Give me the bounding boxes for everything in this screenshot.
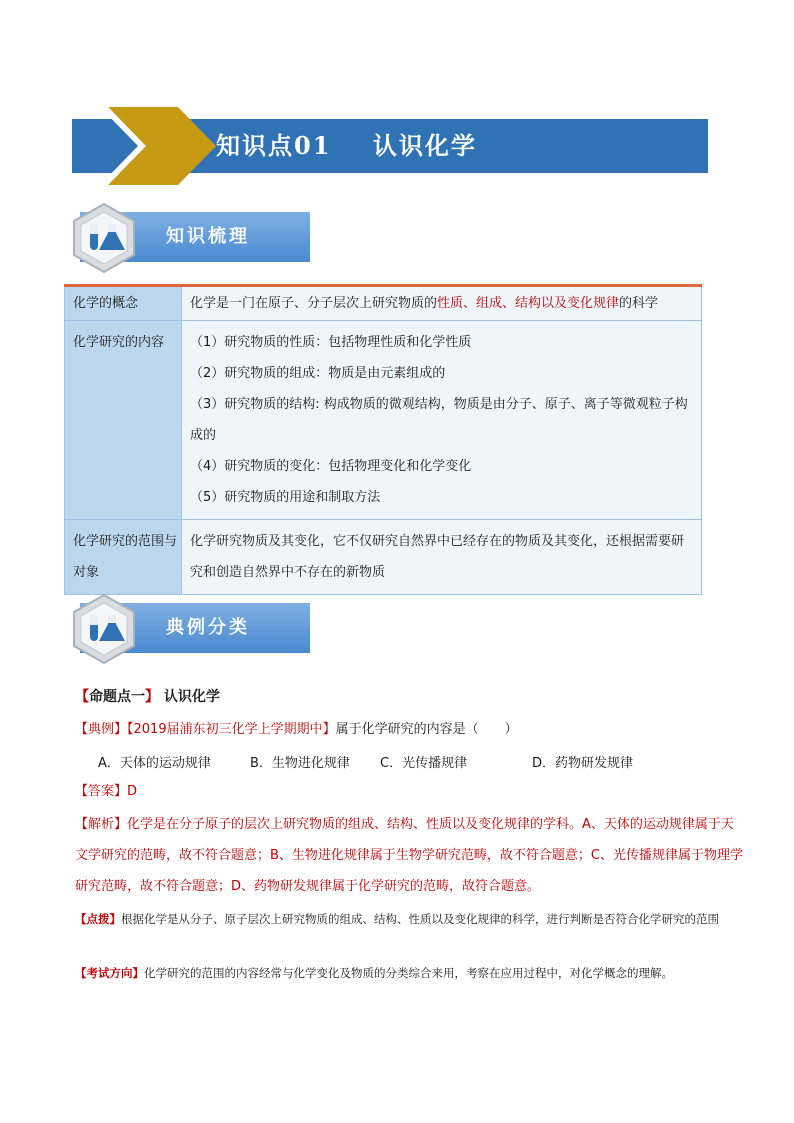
row-content <box>182 321 701 519</box>
section-title-knowledge: 知识梳理 <box>166 226 250 247</box>
list-item: （1）研究物质的性质：包括物理性质和化学性质 <box>190 335 472 350</box>
highlight-text: 性质、组成、结构以及变化规律 <box>437 296 620 311</box>
tip-tag: 【点拨】 <box>75 912 121 926</box>
option-a: A．天体的运动规律 <box>98 756 211 771</box>
tip-paragraph: 【点拨】根据化学是从分子、原子层次上研究物质的组成、结构、性质以及变化规律的科学，进行判断是否符合化学研究的范围 <box>75 912 719 926</box>
section-header-examples <box>80 603 310 653</box>
answer-value: D <box>127 784 138 799</box>
list-item: （3）研究物质的结构: 构成物质的微观结构，物质是由分子、原子、离子等微观粒子构成的 <box>190 397 688 443</box>
list-item: （5）研究物质的用途和制取方法 <box>190 490 381 505</box>
answer-tag: 【答案】 <box>75 784 128 799</box>
row-content: 化学研究物质及其变化，它不仅研究自然界中已经存在的物质及其变化，还根据需要研究和创造自然界中不存在的新物质 <box>190 534 685 580</box>
option-d: D．药物研发规律 <box>532 756 634 771</box>
list-item: （2）研究物质的组成：物质是由元素组成的 <box>190 366 446 381</box>
section-title-examples: 典例分类 <box>166 617 250 638</box>
proposition-title: 【命题点一】 认识化学 <box>75 689 220 705</box>
flask-icon <box>68 593 140 665</box>
section-header-knowledge <box>80 212 310 262</box>
row-header: 化学研究的范围与对象 <box>73 534 178 580</box>
table-row <box>65 286 702 321</box>
chevron-arrow-icon <box>100 107 220 185</box>
knowledge-table <box>64 284 702 595</box>
analysis-tag: 【解析】 <box>75 817 128 832</box>
list-item: （4）研究物质的变化：包括物理变化和化学变化 <box>190 459 472 474</box>
row-header: 化学的概念 <box>73 296 139 311</box>
source-tag: 【2019届浦东初三化学上学期期中】 <box>127 722 336 737</box>
example-question: 【典例】【2019届浦东初三化学上学期期中】属于化学研究的内容是（ ） <box>75 722 518 737</box>
row-header: 化学研究的内容 <box>73 335 165 350</box>
option-b: B．生物进化规律 <box>250 756 350 771</box>
example-tag: 【典例】 <box>75 722 128 737</box>
flask-icon <box>68 202 140 274</box>
row-content: 化学是一门在原子、分子层次上研究物质的性质、组成、结构以及变化规律的科学 <box>190 296 659 311</box>
banner-title: 知识点01 认识化学 <box>216 131 477 160</box>
direction-tag: 【考试方向】 <box>75 966 144 980</box>
direction-paragraph: 【考试方向】化学研究的范围的内容经常与化学变化及物质的分类综合来用，考察在应用过程中，对化学概念的理解。 <box>75 966 673 980</box>
analysis-paragraph: 【解析】化学是在分子原子的层次上研究物质的组成、结构、性质以及变化规律的学科。A、天体的运动规律属于天文学研究的范畴，故不符合题意；B、生物进化规律属于生物学研究范畴，故不符合题意；C、光传播规律属于物理学研究范畴，故不符合题意；D、药物研发规律属于化学研究的范畴，故符合题意。 <box>75 817 743 894</box>
table-row <box>65 520 702 595</box>
answer-line <box>75 781 137 803</box>
option-c: C．光传播规律 <box>380 756 468 771</box>
options-row <box>98 752 633 771</box>
table-row <box>65 321 702 520</box>
